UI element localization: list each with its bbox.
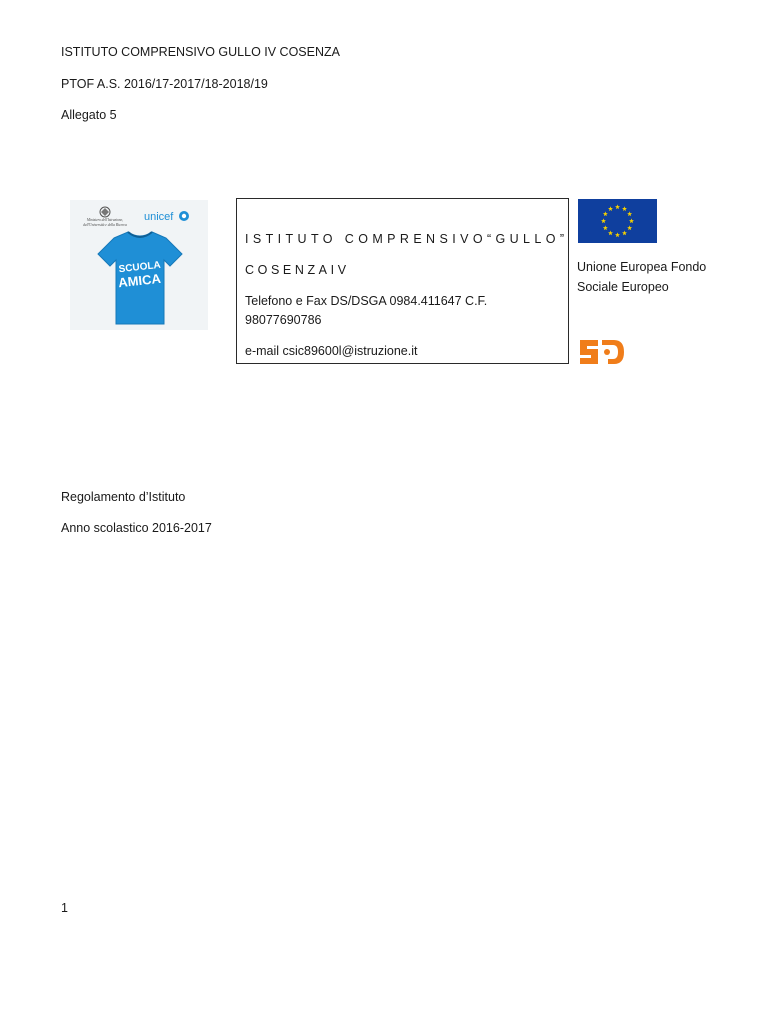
eu-caption-line-2: Sociale Europeo xyxy=(577,280,669,294)
institute-phone: Telefono e Fax DS/DSGA 0984.411647 C.F. xyxy=(245,294,488,308)
svg-text:dell'Università e della Ricerc: dell'Università e della Ricerca xyxy=(83,223,127,227)
institute-city: COSENZAIV xyxy=(245,263,350,277)
document-title: Regolamento d’Istituto xyxy=(61,490,186,504)
institute-info-box xyxy=(236,198,569,364)
ministry-emblem-icon xyxy=(100,207,110,217)
eu-caption-line-1: Unione Europea Fondo xyxy=(577,260,707,274)
unicef-logo: unicef xyxy=(144,211,174,223)
institute-tax-code: 98077690786 xyxy=(245,313,322,327)
svg-text:SCUOLA: SCUOLA xyxy=(118,259,162,276)
school-year: Anno scolastico 2016-2017 xyxy=(61,521,212,535)
svg-text:AMICA: AMICA xyxy=(117,270,162,291)
page-number: 1 xyxy=(61,901,68,915)
scuola-amica-logo xyxy=(70,200,208,330)
eu-fund-caption xyxy=(577,257,706,297)
ptof-line: PTOF A.S. 2016/17-2017/18-2018/19 xyxy=(61,77,268,91)
institute-name: ISTITUTO COMPRENSIVO“GULLO” xyxy=(245,232,569,246)
svg-text:Ministero dell'Istruzione,: Ministero dell'Istruzione, xyxy=(86,218,124,222)
fse-logo-icon xyxy=(578,337,626,366)
attachment-label: Allegato 5 xyxy=(61,108,117,122)
institute-email: e-mail csic89600l@istruzione.it xyxy=(245,344,418,358)
school-header: ISTITUTO COMPRENSIVO GULLO IV COSENZA xyxy=(61,45,340,59)
eu-flag-icon xyxy=(578,199,657,243)
